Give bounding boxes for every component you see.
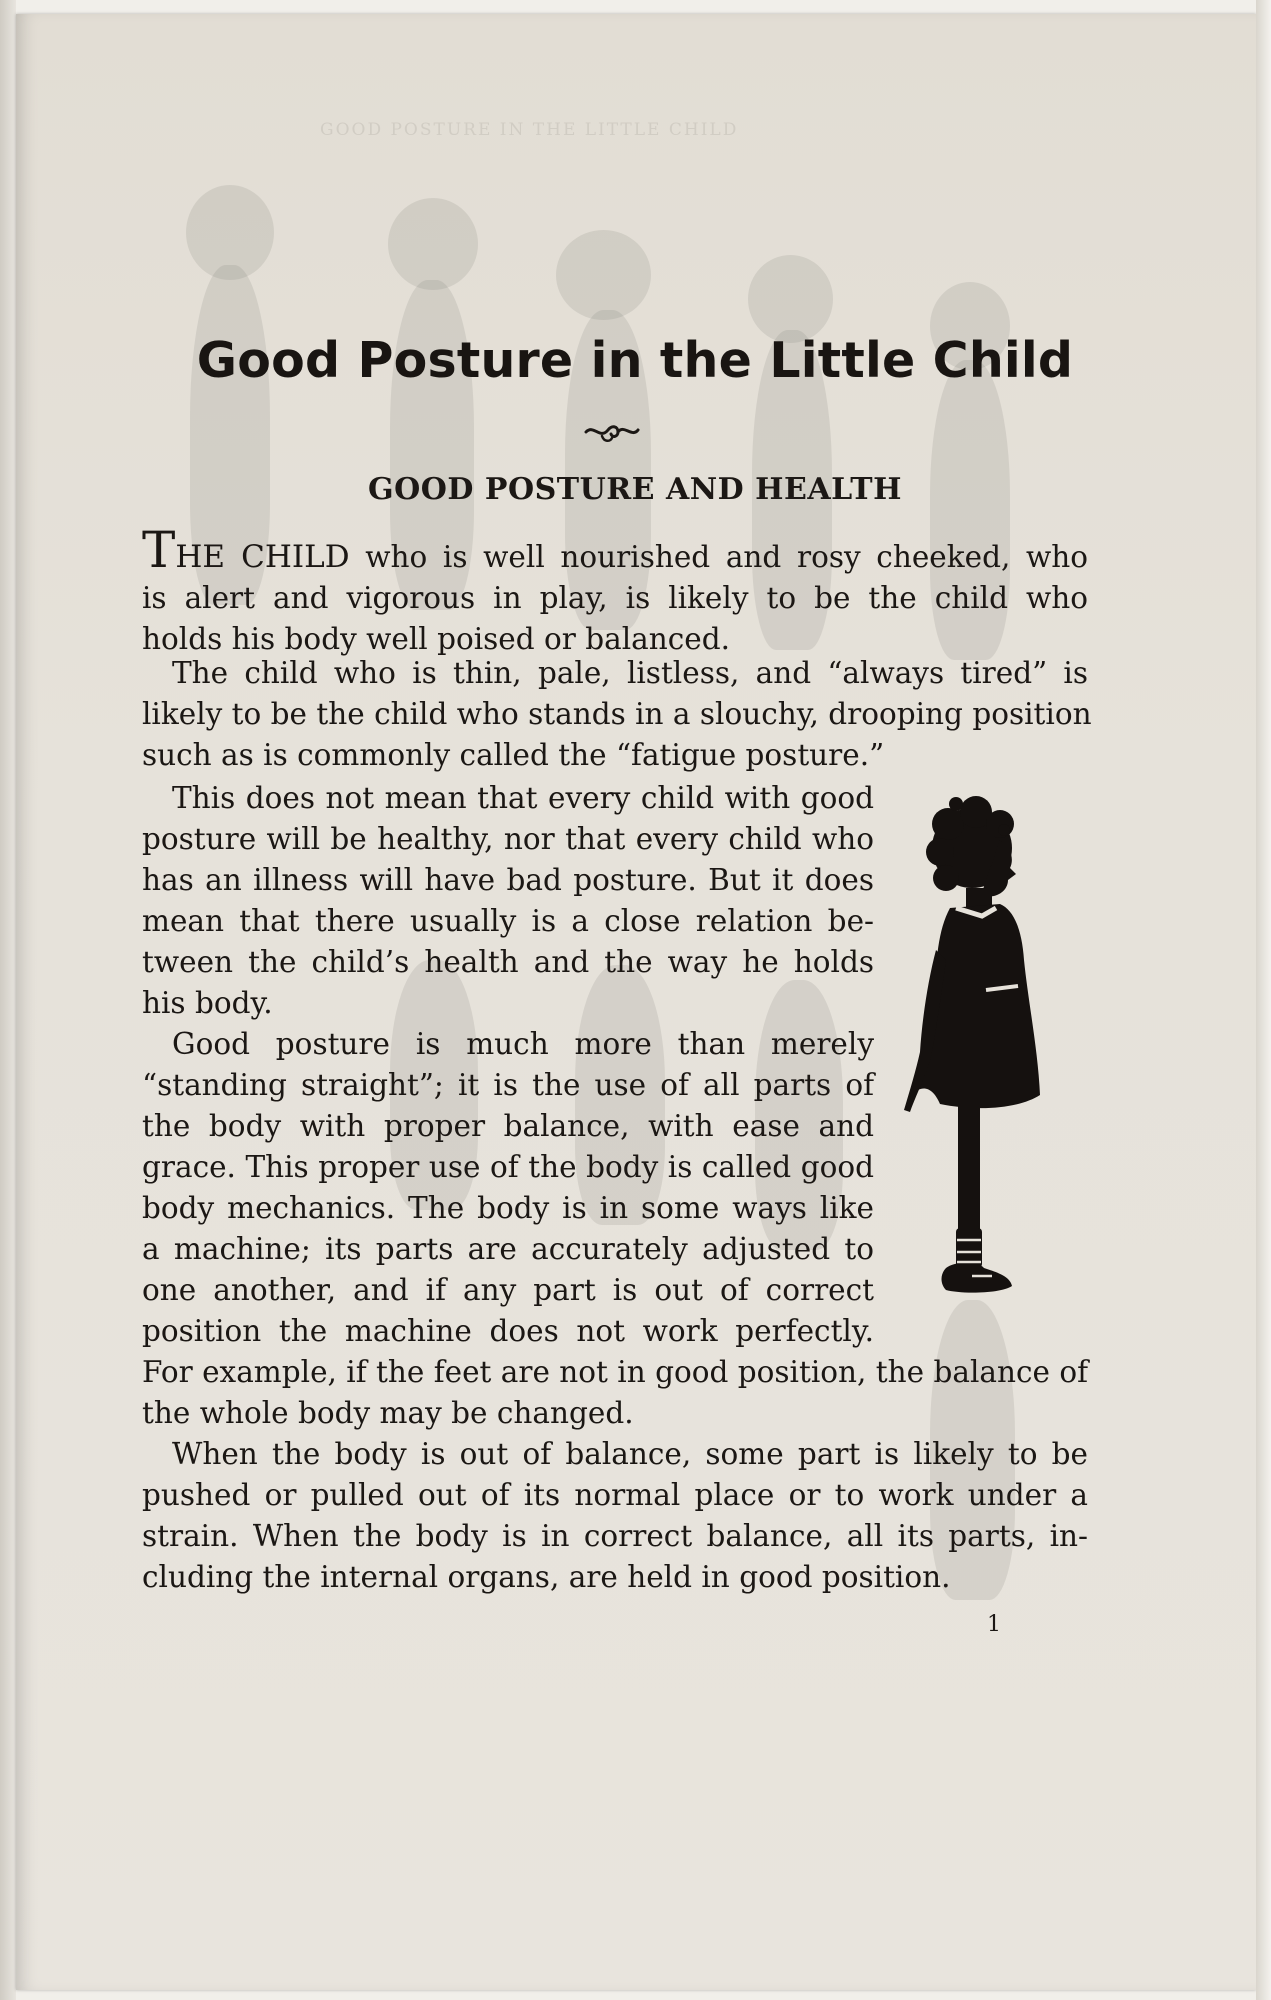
fleuron-icon <box>582 418 642 448</box>
text-line: pushed or pulled out of its normal place or to work under a <box>142 1478 1088 1512</box>
drop-cap: T <box>142 521 176 579</box>
text-line: grace. This proper use of the body is called good <box>142 1150 874 1184</box>
page-title: Good Posture in the Little Child <box>196 332 1074 389</box>
text-line: cluding the internal organs, are held in good position. <box>142 1560 951 1594</box>
text-line: his body. <box>142 986 273 1020</box>
text-line: position the machine does not work perfectly. <box>142 1314 874 1348</box>
text-line: is alert and vigorous in play, is likely to be the child who <box>142 581 1088 615</box>
text-line: such as is commonly called the “fatigue posture.” <box>142 738 885 772</box>
text-line: a machine; its parts are accurately adjusted to <box>142 1232 874 1266</box>
page-number: 1 <box>987 1612 1001 1637</box>
text-line: THE CHILD who is well nourished and rosy cheeked, who <box>142 521 1088 579</box>
text-line: Good posture is much more than merely <box>172 1027 874 1061</box>
child-silhouette-icon <box>900 790 1080 1325</box>
paragraph-2 <box>142 653 1092 776</box>
text-line: one another, and if any part is out of correct <box>142 1273 874 1307</box>
text-line: posture will be healthy, nor that every child who <box>142 822 874 856</box>
text-line: the body with proper balance, with ease and <box>142 1109 874 1143</box>
paragraph-4-continued <box>142 1352 1088 1434</box>
text-line: strain. When the body is in correct balance, all its parts, in- <box>142 1519 1088 1553</box>
text-line: the whole body may be changed. <box>142 1396 634 1430</box>
paragraph-5 <box>142 1434 1088 1598</box>
paragraph-1 <box>142 521 1088 660</box>
binding-edge <box>0 0 16 2000</box>
paragraph-3 <box>142 778 874 1024</box>
paragraph-4 <box>142 1024 874 1352</box>
section-heading: GOOD POSTURE AND HEALTH <box>368 472 902 507</box>
text-line: tween the child’s health and the way he holds <box>142 945 874 979</box>
text-line: For example, if the feet are not in good position, the balance of <box>142 1355 1089 1389</box>
lead-words: HE CHILD <box>175 539 350 575</box>
text-line: The child who is thin, pale, listless, and “always tired” is <box>172 656 1088 690</box>
text-line: “standing straight”; it is the use of all parts of <box>142 1068 874 1102</box>
text-line: This does not mean that every child with good <box>172 781 874 815</box>
page-edge <box>1256 0 1271 2000</box>
text-line: body mechanics. The body is in some ways like <box>142 1191 874 1225</box>
text-line: mean that there usually is a close relation be- <box>142 904 874 938</box>
text-line: holds his body well poised or balanced. <box>142 622 730 656</box>
text-line: likely to be the child who stands in a slouchy, drooping position <box>142 697 1092 731</box>
show-through-running-head: GOOD POSTURE IN THE LITTLE CHILD <box>320 120 739 140</box>
text-line: has an illness will have bad posture. But it does <box>142 863 874 897</box>
text-line: When the body is out of balance, some part is likely to be <box>172 1437 1088 1471</box>
